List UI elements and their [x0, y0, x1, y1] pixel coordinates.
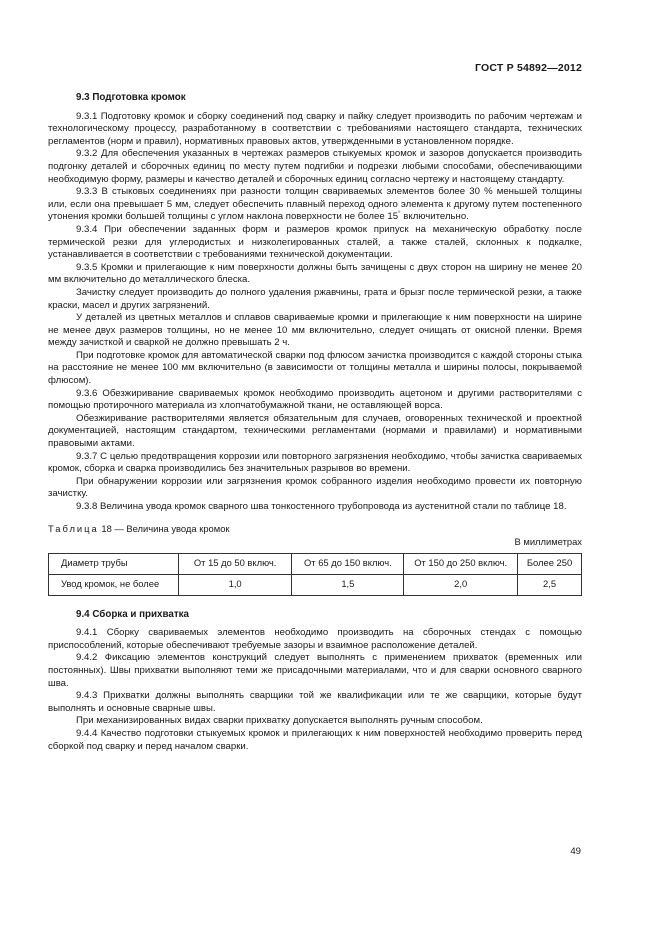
paragraph-9-3-6: 9.3.6 Обезжиривание свариваемых кромок необходимо производить ацетоном и другими растворителями с помощью протирочного материала из хлопчатобумажной ткани, не оставляющей ворса.: [48, 387, 582, 412]
paragraph-9-3-5: 9.3.5 Кромки и прилегающие к ним поверхности должны быть зачищены с двух сторон на ширину не менее 20 мм включительно до металлического блеска.: [48, 261, 582, 286]
paragraph-9-4-3: 9.4.3 Прихватки должны выполнять сварщики той же квалификации или те же сварщики, которые будут выполнять и основные сварные швы.: [48, 690, 582, 714]
paragraph-flux-welding: При подготовке кромок для автоматической сварки под флюсом зачистка производится с каждой стороны стыка на расстояние не менее 100 мм включительно (в зависимости от толщины металла и ширины полосы, покрываемой флюсом).: [48, 349, 582, 387]
row-header-diameter: Диаметр трубы: [49, 553, 179, 574]
table-unit: В миллиметрах: [514, 536, 582, 547]
paragraph-nonferrous: У деталей из цветных металлов и сплавов свариваемые кромки и прилегающие к ним поверхности на ширине не менее двух размеров толщины, но не менее 10 мм включительно, следует очищать от окисной пленки. Время между зачисткой и сваркой не должно превышать 2 ч.: [48, 312, 582, 349]
paragraph-9-4-1: 9.4.1 Сборку свариваемых элементов необходимо производить на сборочных стендах с помощью приспособлений, которые обеспечивают требуемые зазоры и взаимное расположение деталей.: [48, 627, 582, 651]
table-18: [48, 553, 582, 596]
column-header: От 15 до 50 включ.: [178, 553, 292, 574]
table-cell: 2,5: [518, 574, 582, 595]
degree-sign: °: [398, 210, 401, 218]
row-header-deviation: Увод кромок, не более: [49, 574, 179, 595]
paragraph-mechanized: При механизированных видах сварки прихватку допускается выполнять ручным способом.: [76, 715, 483, 727]
paragraph-9-4-2: 9.4.2 Фиксацию элементов конструкций следует выполнять с применением прихваток (временных или постоянных). Швы прихватки выполняют теми же присадочными материалами, что и для сварки основного сварного шва.: [48, 652, 582, 689]
table-cell: 2,0: [404, 574, 518, 595]
table-cell: 1,0: [178, 574, 292, 595]
column-header: От 150 до 250 включ.: [404, 553, 518, 574]
paragraph-9-3-2: 9.3.2 Для обеспечения указанных в чертежах размеров стыкуемых кромок и зазоров допускается производить подгонку деталей и сборочных единиц по месту путем подгибки и подрезки любыми способами, обеспечивающими необходимую форму, размеры и качество деталей и сборочных единиц согласно чертежу и настоящему стандарту.: [48, 148, 582, 185]
paragraph-9-4-4: 9.4.4 Качество подготовки стыкуемых кромок и прилегающих к ним поверхностей необходимо проверить перед сборкой под сварку и перед началом сварки.: [48, 727, 582, 752]
paragraph-cleaning: Зачистку следует производить до полного удаления ржавчины, грата и брызг после термической резки, а также краски, масел и других загрязнений.: [48, 286, 582, 311]
table-caption-label: Таблица: [48, 522, 99, 534]
paragraph-9-3-1: 9.3.1 Подготовку кромок и сборку соединений под сварку и пайку следует производить по рабочим чертежам и технологическому процессу, разработанному в соответствии с требованиями настоящего стандарта, технических регламентов (норм и правил), нормативных правовых актов, утвержденными в установленном порядке.: [48, 110, 582, 147]
paragraph-corrosion: При обнаружении коррозии или загрязнения кромок собранного изделия необходимо провести их повторную зачистку.: [48, 475, 582, 500]
paragraph-9-3-3: [48, 186, 582, 224]
paragraph-9-3-3-tail: включительно.: [400, 211, 469, 223]
column-header: От 65 до 150 включ.: [292, 553, 404, 574]
section-9-3-title: 9.3 Подготовка кромок: [76, 92, 186, 103]
table-row: [49, 574, 582, 595]
page-number: 49: [570, 846, 581, 857]
main-content: [48, 92, 582, 753]
paragraph-9-3-8: 9.3.8 Величина увода кромок сварного шва тонкостенного трубопровода из аустенитной стали по таблице 18.: [76, 501, 567, 512]
table-caption: [48, 523, 230, 536]
table-caption-row: [48, 523, 582, 549]
table-caption-text: 18 — Величина увода кромок: [101, 522, 230, 534]
paragraph-9-3-3-text: 9.3.3 В стыковых соединениях при разности толщин свариваемых элементов более 30 % меньшей толщины или, если она превышает 5 мм, следует обеспечить плавный переход одного элемента к другому путем постепенного утонения кромки большей толщины с углом наклона поверхности не более 15: [48, 186, 582, 223]
section-9-4-title: 9.4 Сборка и прихватка: [76, 608, 189, 620]
document-code: ГОСТ Р 54892—2012: [474, 62, 582, 74]
paragraph-degreasing: Обезжиривание растворителями является обязательным для случаев, оговоренных технической и проектной документацией, настоящим стандартом, техническими регламентами (нормами и правилами) и нормативными правовыми актами.: [48, 412, 582, 450]
table-cell: 1,5: [292, 574, 404, 595]
paragraph-9-3-7: 9.3.7 С целью предотвращения коррозии или повторного загрязнения необходимо, чтобы зачистка свариваемых кромок, сборка и сварка производились без значительных разрывов во времени.: [48, 450, 582, 475]
column-header: Более 250: [518, 553, 582, 574]
table-row: [49, 553, 582, 574]
paragraph-9-3-4: 9.3.4 При обеспечении заданных форм и размеров кромок припуск на механическую обработку после термической резки для углеродистых и низколегированных сталей, а также сталей, склонных к подкалке, устанавливается в соответствии с требованиями технической документации.: [48, 223, 582, 261]
